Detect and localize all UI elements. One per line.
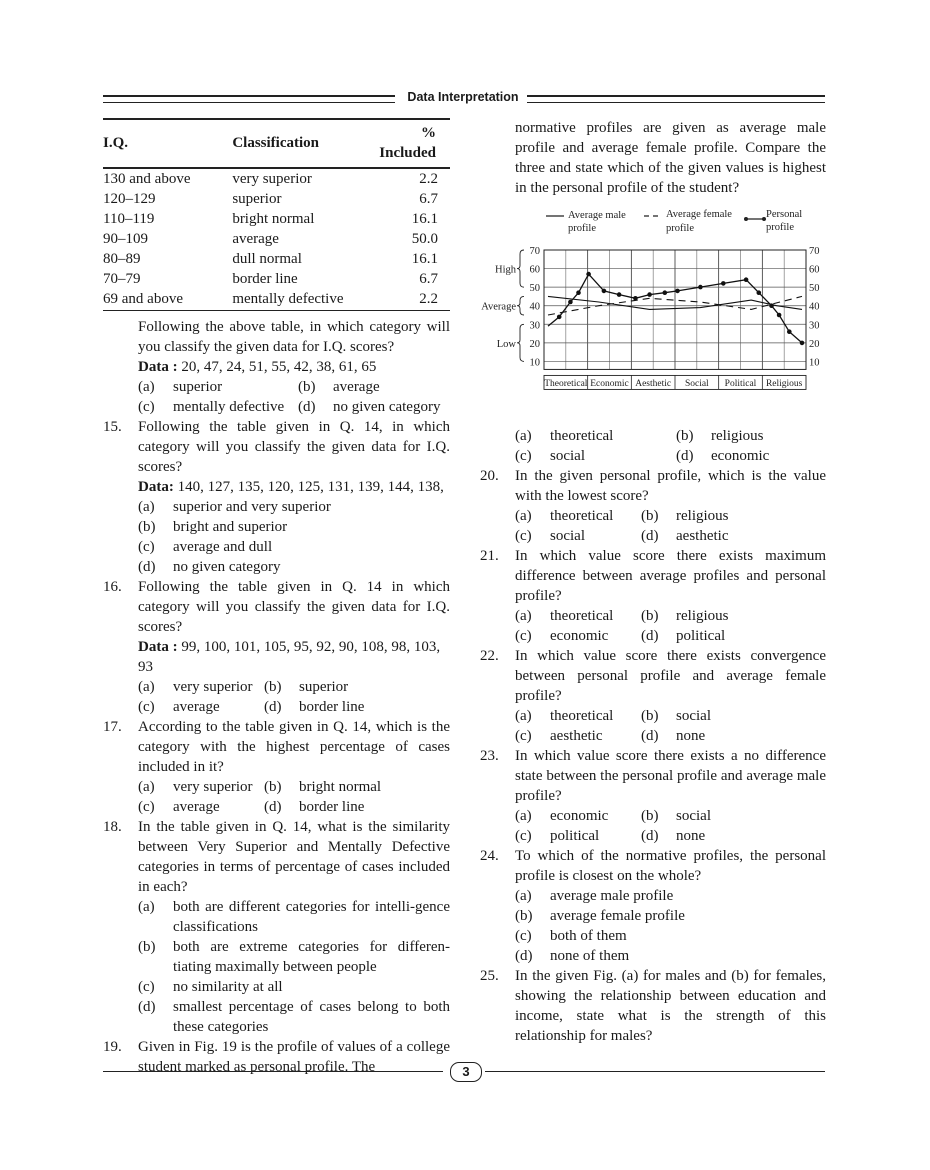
iq-range: 69 and above [103,289,232,311]
question-number: 18. [103,819,122,835]
option-letter: (b) [641,808,659,824]
question-number: 15. [103,419,122,435]
series-personal-point [633,296,638,301]
y-tick-label-left: 70 [529,246,540,257]
option-text: both are extreme categories for differen-tiating maximally between people [173,939,450,975]
option-c[interactable] [138,797,264,817]
option-letter: (a) [138,899,155,915]
legend-female-label-1: Average female [666,209,732,220]
question-text: In which value score there exists convergence between personal profile and average female profile? [515,648,826,704]
option-text: social [676,808,711,824]
option-d[interactable] [138,557,450,577]
y-tick-label-right: 50 [809,283,820,295]
question-text: Given in Fig. 19 is the profile of values of a college student marked as personal profile. The [138,1039,450,1075]
iq-range: 90–109 [103,231,148,247]
option-text: religious [711,428,764,444]
series-personal-point [698,285,703,290]
option-c[interactable] [515,726,641,746]
option-text: none [676,828,706,844]
classification: mentally defective [232,289,379,311]
option-letter: (c) [515,828,532,844]
series-personal-point [675,289,680,294]
question-text: In the table given in Q. 14, what is the similarity between Very Superior and Mentally Defective categories in terms of percentage of cases included in each? [138,819,450,895]
table-row [103,289,450,311]
option-text: none [676,728,706,744]
option-b[interactable] [138,937,450,977]
question-22 [480,646,826,746]
series-personal-point [757,290,762,295]
iq-range: 120–129 [103,191,156,207]
option-letter: (a) [515,708,532,724]
option-letter: (d) [641,628,659,644]
y-tick-label-left: 10 [529,357,540,369]
y-tick-label-right: 30 [809,320,820,332]
y-tick-label-left: 60 [529,264,540,276]
option-c[interactable] [515,626,641,646]
series-personal-point [663,290,668,295]
question-17 [103,717,450,817]
option-text: average and dull [173,539,273,555]
data-values: 99, 100, 101, 105, 95, 92, 90, 108, 98, 103, 93 [138,639,441,675]
option-letter: (b) [138,939,156,955]
x-category-label: Social [684,378,709,389]
option-text: social [676,708,711,724]
option-letter: (d) [298,399,316,415]
data-label: Data : [138,359,178,375]
option-text: theoretical [550,608,614,624]
classification: superior [232,191,282,207]
option-letter: (b) [298,379,316,395]
series-personal-point [787,329,792,334]
option-a[interactable] [515,606,641,626]
option-letter: (d) [264,799,282,815]
option-letter: (c) [515,448,532,464]
option-letter: (b) [641,508,659,524]
question-number: 17. [103,719,122,735]
option-c[interactable] [515,446,676,466]
legend-personal-label-2: profile [766,222,794,233]
percent: 16.1 [411,211,438,227]
option-d[interactable] [676,446,826,466]
option-d[interactable] [641,626,791,646]
x-category-label: Theoretical [544,378,588,389]
percent: 2.2 [419,171,438,187]
option-c[interactable] [515,926,826,946]
question-text: Following the table given in Q. 14 in which category will you classify the given data for I.Q. scores? [138,579,450,635]
option-letter: (d) [264,699,282,715]
y-tick-label-left: 30 [529,320,540,332]
iq-range: 80–89 [103,251,141,267]
legend-personal-dot-1 [744,217,748,221]
option-text: superior and very superior [173,499,331,515]
option-b[interactable] [641,806,791,826]
option-letter: (c) [138,539,155,555]
percent: 16.1 [411,251,438,267]
option-letter: (d) [641,828,659,844]
classification: average [232,231,279,247]
y-tick-label-right: 20 [809,338,820,350]
option-text: average [173,799,220,815]
question-24 [480,846,826,966]
question-21 [480,546,826,646]
band-label: High [495,264,516,276]
option-text: border line [299,699,365,715]
table-row [103,209,450,229]
option-letter: (c) [138,979,155,995]
option-b[interactable] [641,506,791,526]
classification-header: Classification [232,119,379,168]
iq-range: 110–119 [103,211,155,227]
question-number: 23. [480,748,499,764]
header-rule-right [527,95,825,103]
option-text: very superior [173,779,253,795]
option-text: mentally defective [173,399,285,415]
band-brace [517,296,524,315]
legend-female-label-2: profile [666,223,694,234]
option-a[interactable] [515,706,641,726]
option-text: political [676,628,726,644]
series-personal-point [777,313,782,318]
percent: 6.7 [419,191,438,207]
option-letter: (a) [515,608,532,624]
option-d[interactable] [298,397,458,417]
y-tick-label-left: 20 [529,338,540,350]
option-text: average male profile [550,888,674,904]
option-text: no given category [173,559,281,575]
option-letter: (c) [138,699,155,715]
option-c[interactable] [515,526,641,546]
option-b[interactable] [515,906,826,926]
question-19-options [480,426,826,466]
percent: 50.0 [411,231,438,247]
option-letter: (a) [138,499,155,515]
y-tick-label-left: 40 [529,301,540,313]
option-a[interactable] [138,497,450,517]
series-personal-point [602,289,607,294]
classification: bright normal [232,211,315,227]
data-values: 140, 127, 135, 120, 125, 131, 139, 144, 138, [177,479,444,495]
band-label: Low [496,338,516,350]
series-personal-point [721,281,726,286]
option-text: theoretical [550,708,614,724]
option-text: no similarity at all [173,979,283,995]
option-letter: (d) [641,528,659,544]
question-data [138,637,450,677]
option-b[interactable] [641,706,791,726]
question-number: 16. [103,579,122,595]
question-text-continued: normative profiles are given as average male profile and average female profile. Compare the three and state which of the given values is highest in the personal profile of the student? [515,120,826,196]
option-letter: (d) [676,448,694,464]
option-text: very superior [173,679,253,695]
option-letter: (a) [515,888,532,904]
option-letter: (c) [515,628,532,644]
page-footer [103,1062,825,1082]
question-16 [103,577,450,717]
option-b[interactable] [264,677,414,697]
question-text: Following the above table, in which category will you classify the given data for I.Q. scores? [138,319,450,355]
iq-range: 130 and above [103,171,191,187]
percent-header: % Included [379,119,450,168]
series-personal-point [800,341,805,346]
table-row [103,269,450,289]
option-a[interactable] [515,886,826,906]
y-tick-label-right: 70 [809,246,820,257]
series-personal-point [557,315,562,320]
band-label: Average [481,301,516,313]
option-c[interactable] [138,977,450,997]
option-c[interactable] [138,537,450,557]
option-text: political [550,828,600,844]
option-letter: (d) [138,999,156,1015]
band-brace [517,250,524,287]
footer-rule-right [485,1071,825,1072]
option-c[interactable] [138,397,298,417]
running-header [103,90,825,108]
option-text: average [333,379,380,395]
question-15 [103,417,450,577]
option-a[interactable] [138,377,298,397]
option-text: aesthetic [550,728,603,744]
option-d[interactable] [641,526,791,546]
option-a[interactable] [138,677,264,697]
option-a[interactable] [515,426,676,446]
iq-range: 70–79 [103,271,141,287]
option-letter: (b) [641,608,659,624]
option-d[interactable] [264,797,414,817]
question-number: 20. [480,468,499,484]
option-letter: (b) [138,519,156,535]
series-personal-point [744,277,749,282]
question-number: 22. [480,648,499,664]
option-text: superior [173,379,223,395]
option-letter: (b) [676,428,694,444]
option-text: bright normal [299,779,382,795]
option-d[interactable] [138,997,450,1037]
right-column [480,118,826,1046]
option-text: economic [711,448,770,464]
table-row [103,229,450,249]
option-text: economic [550,808,609,824]
question-number: 24. [480,848,499,864]
option-text: smallest percentage of cases belong to both these categories [173,999,450,1035]
option-text: average [173,699,220,715]
question-text: In the given personal profile, which is the value with the lowest score? [515,468,826,504]
option-c[interactable] [515,826,641,846]
series-personal-point [647,292,652,297]
option-a[interactable] [515,506,641,526]
iq-classification-table [103,118,450,311]
option-d[interactable] [641,826,791,846]
classification: dull normal [232,251,302,267]
classification: very superior [232,171,312,187]
data-label: Data: [138,479,174,495]
series-personal-point [568,300,573,305]
option-d[interactable] [641,726,791,746]
question-text: In which value score there exists a no difference state between the personal profile and average male profile? [515,748,826,804]
legend-male-label-2: profile [568,223,596,234]
option-text: theoretical [550,508,614,524]
option-b[interactable] [298,377,458,397]
option-text: both of them [550,928,627,944]
option-letter: (a) [138,779,155,795]
option-b[interactable] [138,517,450,537]
option-letter: (d) [138,559,156,575]
question-25 [480,966,826,1046]
option-letter: (a) [515,508,532,524]
option-b[interactable] [641,606,791,626]
option-d[interactable] [264,697,414,717]
left-column [103,118,450,1077]
data-label: Data : [138,639,178,655]
option-letter: (b) [264,679,282,695]
option-letter: (c) [515,928,532,944]
series-personal-point [617,292,622,297]
question-text: In the given Fig. (a) for males and (b) for females, showing the relationship between education and income, state what is the strength of this relationship for males? [515,968,826,1044]
option-d[interactable] [515,946,826,966]
option-a[interactable] [138,777,264,797]
option-letter: (d) [515,948,533,964]
running-header-title: Data Interpretation [407,90,519,104]
series-personal-point [769,303,774,308]
option-a[interactable] [515,806,641,826]
y-tick-label-right: 60 [809,264,820,276]
table-row [103,249,450,269]
question-text: To which of the normative profiles, the personal profile is closest on the whole? [515,848,826,884]
option-text: average female profile [550,908,685,924]
question-number: 25. [480,968,499,984]
option-letter: (c) [515,528,532,544]
y-tick-label-right: 40 [809,301,820,313]
personal-profile-chart [480,204,826,420]
option-letter: (b) [515,908,533,924]
series-personal-point [576,290,581,295]
classification: border line [232,271,298,287]
question-18 [103,817,450,1037]
option-text: aesthetic [676,528,729,544]
option-letter: (c) [138,799,155,815]
option-c[interactable] [138,697,264,717]
option-a[interactable] [138,897,450,937]
band-brace [517,324,524,361]
option-text: border line [299,799,365,815]
question-number: 19. [103,1039,122,1055]
option-letter: (b) [641,708,659,724]
option-letter: (b) [264,779,282,795]
series-personal-point [586,272,591,277]
y-tick-label-right: 10 [809,357,820,369]
question-data [138,357,450,377]
option-b[interactable] [676,426,826,446]
option-letter: (c) [515,728,532,744]
option-text: religious [676,608,729,624]
option-letter: (a) [138,379,155,395]
x-category-label: Political [724,378,757,389]
question-number: 21. [480,548,499,564]
percent: 6.7 [419,271,438,287]
percent: 2.2 [379,289,450,311]
question-20 [480,466,826,546]
page-number: 3 [450,1062,482,1082]
iq-header: I.Q. [103,119,232,168]
question-text: In which value score there exists maximum difference between average profiles and personal profile? [515,548,826,604]
profile-chart-svg [480,204,826,420]
option-text: superior [299,679,349,695]
x-category-label: Aesthetic [635,378,672,389]
header-rule-left [103,95,395,103]
footer-rule-left [103,1071,443,1072]
option-text: none of them [550,948,630,964]
question-14 [103,317,450,417]
question-19-continued [480,118,826,198]
question-text: According to the table given in Q. 14, which is the category with the highest percentage of cases included in it? [138,719,450,775]
x-category-label: Economic [590,378,629,389]
option-text: no given category [333,399,441,415]
x-category-label: Religious [765,378,803,389]
option-text: both are different categories for intelli-gence classifications [173,899,450,935]
option-text: economic [550,628,609,644]
data-values: 20, 47, 24, 51, 55, 42, 38, 61, 65 [181,359,377,375]
table-row [103,189,450,209]
option-letter: (d) [641,728,659,744]
table-row [103,168,450,189]
option-b[interactable] [264,777,414,797]
option-letter: (a) [515,428,532,444]
question-23 [480,746,826,846]
legend-male-label-1: Average male [568,210,626,221]
option-text: social [550,448,585,464]
option-letter: (c) [138,399,155,415]
question-text: Following the table given in Q. 14, in which category will you classify the given data for I.Q. scores? [138,419,450,475]
legend-personal-label-1: Personal [766,209,803,220]
option-text: theoretical [550,428,614,444]
option-text: bright and superior [173,519,288,535]
y-tick-label-left: 50 [529,283,540,295]
option-text: social [550,528,585,544]
question-data [138,477,450,497]
option-text: religious [676,508,729,524]
option-letter: (a) [138,679,155,695]
option-letter: (a) [515,808,532,824]
